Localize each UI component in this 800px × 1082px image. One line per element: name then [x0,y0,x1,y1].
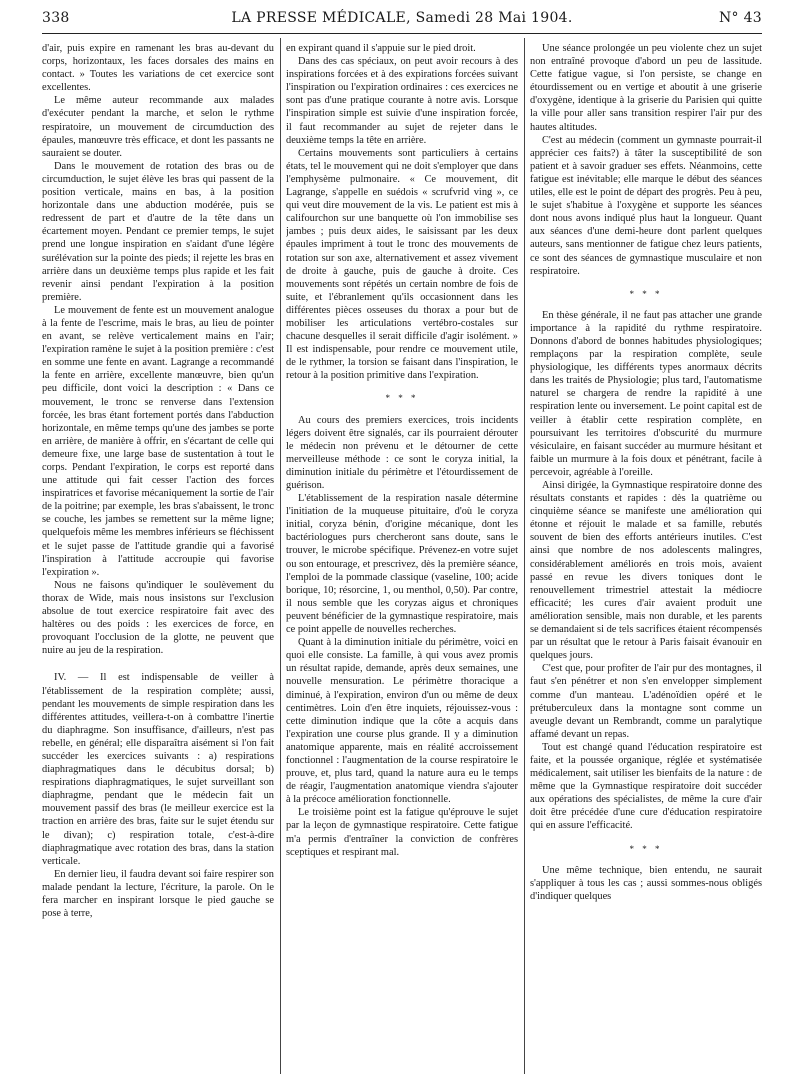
paragraph: C'est au médecin (comment un gymnaste pourrait-il apprécier ces faits?) à tâter la susceptibilité de son patient et à savoir graduer ses effets. Néanmoins, cette fatigue est inévitable; elle marque le début des séances utiles, elle est le point de départ des progrès. Peu à peu, le sujet s'habitue à l'oxygène et supporte les séances dont nous avons indiqué plus haut la longueur. Quant aux séances d'une demi-heure dont parlent quelques auteurs, sans mentionner de fatigue chez leurs patients, ce sont des séances de gymnastique musculaire et non respiratoire. [530,134,762,277]
paragraph: Le mouvement de fente est un mouvement analogue à la fente de l'escrime, mais le bras, au lieu de pointer en avant, se relève verticalement mains en l'air; l'expiration ramène le sujet à la position première : c'est en somme une fente en avant. Lagrange a recommandé la fente en arrière, excellente manœuvre, bien qu'un peu difficile, dont voici la description : « Dans ce mouvement, le tronc se renverse dans l'extension forcée, les bras étant fortement portés dans l'abduction horizontale, en même temps qu'une des jambes se porte en arrière, de manière à offrir, en s'écartant de celle qui demeure fixe, une large base de sustentation à tout le corps. Pendant l'expiration, le corps est reporté dans une attitude qui fait cesser l'action des forces inspiratrices et favorise mécaniquement la sortie de l'air de la poitrine; par exemple, les bras s'abaissent, le tronc se couche, les jambes se remettent sur la même ligne; quelquefois même les membres inférieurs se fléchissent et le sujet passe de l'attitude grandie qui a favorisé l'inspiration à l'attitude accroupie qui favorise l'expiration ». [42,304,274,578]
paragraph: Dans des cas spéciaux, on peut avoir recours à des inspirations forcées et à des expirations forcées suivant l'inspiration ou l'expiration ordinaires : ces exercices ne sont pas d'une pratique courante à notre avis. Lorsque l'inspiration simple est suivie d'une inspiration forcée, il faut recommander au sujet de rejeter dans le deuxième temps la tête en arrière. [286,56,518,146]
paragraph: Une même technique, bien entendu, ne saurait s'appliquer à tous les cas ; aussi sommes-nous obligés d'indiquer quelques [530,864,762,902]
paragraph: En thèse générale, il ne faut pas attacher une grande importance à la rapidité du rythme respiratoire. Donnons d'abord de bonnes habitudes physiologiques; remplaçons par la respiration complète, seule physiologique, les différents types anormaux décrits dans les traités de Physiologie; plus tard, l'automatisme naturel se chargera de rendre la rapidité à une respiration lente ou inversement. Le point capital est de veiller à établir cette respiration complète, en poursuivant les territoires d'obscurité du murmure vésiculaire, en faisant succéder au murmure hésitant et faible un murmure à la fois doux et pénétrant, facile à percevoir, agréable à l'oreille. [530,309,762,478]
page-header [42,10,762,32]
issue-number: N° 43 [718,10,762,26]
section-ornament: * * * [629,843,663,854]
paragraph: En dernier lieu, il faudra devant soi faire respirer son malade pendant la lecture, l'écriture, la parole. On le fera marcher en inspirant lorsque le pied gauche se pose à terre, [42,868,274,920]
header-rule [42,33,762,34]
paragraph: d'air, puis expire en ramenant les bras au-devant du corps, horizontaux, les faces dorsales des mains en contact. » Toutes les variations de cet exercice sont excellentes. [42,43,274,94]
paragraph: Ainsi dirigée, la Gymnastique respiratoire donne des résultats constants et rapides : dès la quatrième ou cinquième séance se manifeste une amélioration qui étonne et réjouit le malade et sa famille, rebutés souvent de bien des efforts antérieurs inutiles. C'est ainsi que nombre de nos adolescents malingres, considérablement améliorés en trois mois, avaient passé en revue les divers toniques dont le renouvellement trimestriel attestait la médiocre efficacité; les cures d'air avaient produit une amélioration sensible, mais non durable, et les parents se demandaient si de tels sacrifices étaient récompensés par un résultat que le retour à Paris faisait évanouir en quelques jours. [530,480,762,662]
column-1 [42,42,274,1072]
section-ornament: * * * [385,393,419,404]
paragraph: Le troisième point est la fatigue qu'éprouve le sujet par la leçon de gymnastique respiratoire. Cette fatigue m'a permis d'entraîner la conviction de confrères sceptiques et respirant mal. [286,807,518,858]
paragraph: Dans le mouvement de rotation des bras ou de circumduction, le sujet élève les bras qui passent de la position verticale, mains en bas, à la position horizontale dans une abduction modérée, puis se redressent de part et d'autre de la tête dans un écartement moyen. Pendant ce premier temps, le sujet prend une longue inspiration en s'aidant d'une légère surélévation sur la pointe des pieds; il rejette les bras en arrière dans un deuxième temps plus rapide et les fait revenir ainsi pendant l'expiration à la position première. [42,160,274,303]
section-ornament: * * * [629,288,663,299]
paragraph: Une séance prolongée un peu violente chez un sujet non entraîné provoque d'abord un peu de lassitude. Cette fatigue vague, si l'on persiste, se change en étourdissement ou en vertige et aboutit à une griserie d'oxygène, identique à la griserie du Parisien qui quitte la ville pour aller sans transition respirer l'air pur des hautes altitudes. [530,43,762,133]
paragraph: L'établissement de la respiration nasale détermine l'initiation de la muqueuse pituitaire, d'où le coryza initial, coryza bénin, d'origine mécanique, dont les bactériologues purs chercheront sans doute, sans le trouver, le microbe spécifique. Prévenez-en votre sujet ou son entourage, et prescrivez, dès la première séance, l'emploi de la pommade classique (vaseline, 100; acide borique, 10; résorcine, 1, ou menthol, 0,50). Par contre, il nous semble que les coryzas aigus et chroniques peuvent bénéficier de la gymnastique respiratoire, mais ce point appelle de nouvelles recherches. [286,493,518,636]
paragraph: C'est que, pour profiter de l'air pur des montagnes, il faut s'en pénétrer et non s'en envelopper simplement comme d'un manteau. L'adénoïdien opéré et le prétuberculeux dans la montagne sont comme un aveugle devant un Rembrandt, comme un paralytique affamé devant un repas. [530,663,762,740]
paragraph: Au cours des premiers exercices, trois incidents légers doivent être signalés, car ils pourraient dérouter le médecin non prévenu et le détourner de cette merveilleuse méthode : ce sont le coryza initial, la diminution initiale du périmètre et l'étourdissement de guérison. [286,414,518,491]
paragraph: IV. — Il est indispensable de veiller à l'établissement de la respiration complète; aussi, pendant les mouvements de simple respiration dans les différentes attitudes, veillera-t-on à combattre l'inertie du diaphragme. Son insuffisance, d'ailleurs, n'est pas rebelle, en général; elle disparaîtra aisément si l'on fait succéder les exercices suivants : a) respirations diaphragmatiques dans le décubitus dorsal; b) respirations diaphragmatiques, le sujet surveillant son diaphragme, pendant que le médecin fait un mouvement passif des bras (le meilleur exercice est la traction en arrière des bras, faite sur le sujet étendu sur le divan); c) respiration totale, c'est-à-dire diaphragmatique avec rotation des bras, dans la station verticale. [42,672,274,867]
journal-title: LA PRESSE MÉDICALE, Samedi 28 Mai 1904. [231,10,573,26]
column-separator [280,38,281,1074]
column-3 [530,42,762,1072]
paragraph: Le même auteur recommande aux malades d'exécuter pendant la marche, et selon le rythme respiratoire, un mouvement de circumduction des épaules, manœuvre très efficace, et dont les passants ne sauraient se douter. [42,95,274,159]
paragraph: Nous ne faisons qu'indiquer le soulèvement du thorax de Wide, mais nous insistons sur l'exclusion absolue de tout exercice respiratoire fait avec des haltères ou des poids : les exercices de force, en provoquant l'occlusion de la glotte, ne peuvent que nuire au jeu de la respiration. [42,579,274,657]
paragraph: Certains mouvements sont particuliers à certains états, tel le mouvement qui ne doit s'employer que dans l'emphysème pulmonaire. « Ce mouvement, dit Lagrange, s'appelle en suédois « scrufvrid ving », ce qui veut dire mouvement de la vis. Le patient est mis à califourchon sur une banquette où l'on immobilise ses jambes ; puis deux aides, le saisissant par les deux épaules impriment à tout le tronc des mouvements de rotation sur son axe, alternativement et assez vivement de droite à gauche, puis de gauche à droite. Ces mouvements sont répétés un certain nombre de fois de suite, et l'ébranlement qu'ils occasionnent dans les différentes pièces osseuses du thorax a pour but de mobiliser les articulations vertébro-costales sur chacune desquelles il serait difficile d'agir isolément. » Il est indispensable, pour rendre ce mouvement utile, de le rythmer, la torsion se faisant dans l'inspiration, le retour à la position primitive dans l'expiration. [286,147,518,382]
column-separator [524,38,525,1074]
column-2 [286,42,518,1072]
paragraph: Quant à la diminution initiale du périmètre, voici en quoi elle consiste. La famille, à qui vous avez promis un résultat rapide, demande, après deux semaines, une nouvelle mensuration. Le périmètre thoracique a diminué, à l'expiration, environ d'un ou même de deux centimètres. Loin d'en être inquiets, réjouissez-vous : cette diminution indique que la côte a acquis dans l'expiration une course plus grande. Il y a diminution anatomique apparente, mais en réalité accroissement fonctionnel : l'augmentation de la course respiratoire le prouve, et, plus tard, quand la nature aura eu le temps de réagir, l'augmentation anatomique viendra s'ajouter à la précoce amélioration fonctionnelle. [286,637,518,806]
page-number: 338 [42,10,70,26]
paragraph: en expirant quand il s'appuie sur le pied droit. [286,43,476,54]
paragraph: Tout est changé quand l'éducation respiratoire est faite, et la poussée organique, réglée et systématisée médicalement, sait utiliser les bienfaits de la nature : de même que la Gymnastique respiratoire doit succéder aux opérations des spécialistes, de même la cure d'air doit être précédée d'une cure d'éducation respiratoire qui en assure l'efficacité. [530,741,762,832]
